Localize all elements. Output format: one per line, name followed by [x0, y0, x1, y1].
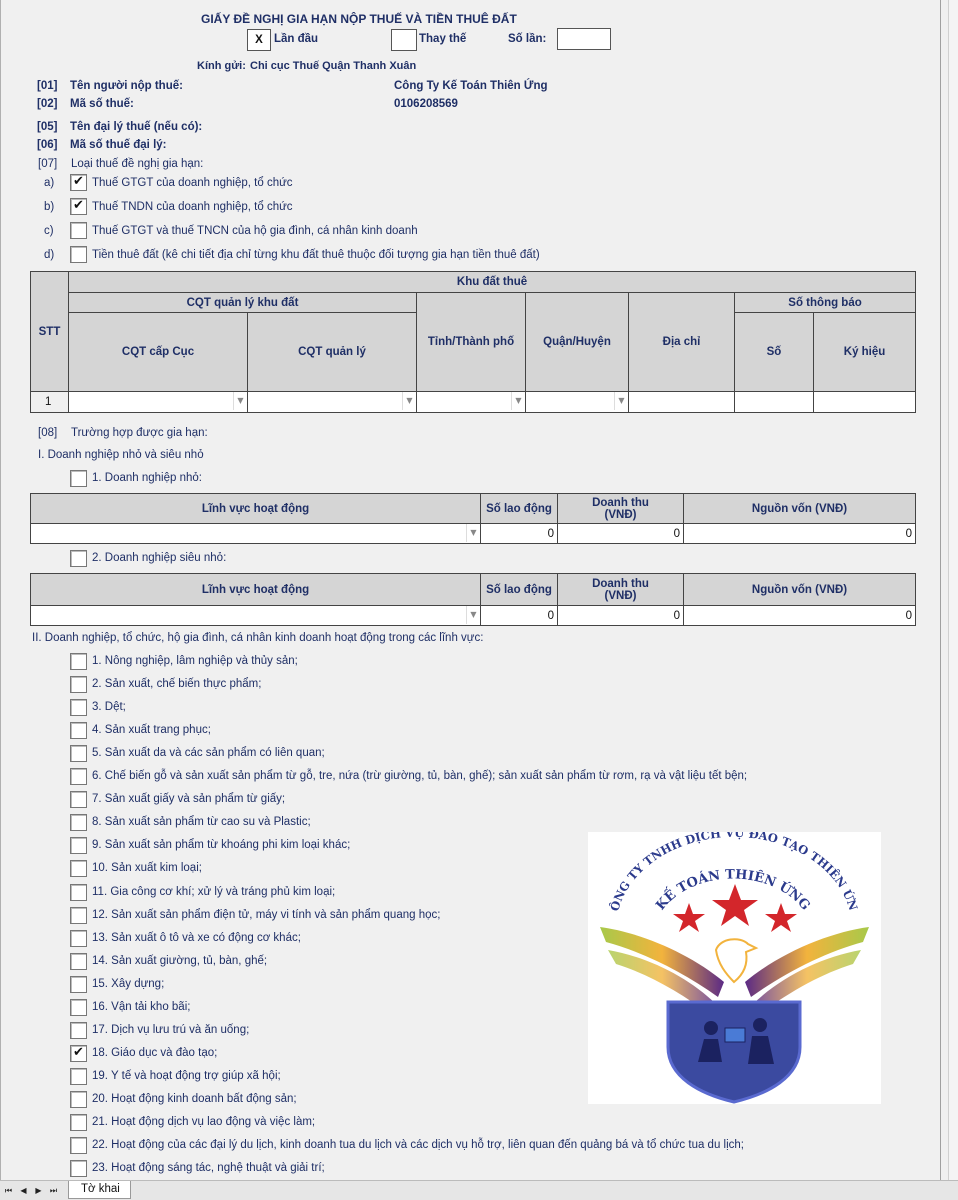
star-icon — [712, 884, 758, 926]
field-select[interactable] — [31, 524, 481, 544]
industry-label: 7. Sản xuất giấy và sản phẩm từ giấy; — [92, 793, 286, 805]
industry-label: 20. Hoạt động kinh doanh bất động sản; — [92, 1093, 297, 1105]
industry-label: 8. Sản xuất sản phẩm từ cao su và Plastic; — [92, 816, 311, 828]
industry-checkbox[interactable] — [70, 814, 87, 831]
tax-type-checkbox[interactable] — [70, 174, 87, 191]
col-cqt-manager: CQT quản lý — [248, 313, 417, 392]
tax-type-letter: b) — [44, 201, 55, 213]
industry-label: 16. Vận tải kho bãi; — [92, 1001, 191, 1013]
col-capital: Nguồn vốn (VNĐ) — [684, 494, 916, 524]
cases-label: Trường hợp được gia hạn: — [71, 427, 208, 439]
cqt-manager-select[interactable] — [248, 392, 417, 413]
industry-label: 6. Chế biến gỗ và sản xuất sản phẩm từ gỗ, tre, nứa (trừ giường, tủ, bàn, ghế); sản xuất sản phẩm từ rơm, rạ và vật liệu tết bện; — [92, 770, 748, 782]
industry-label: 13. Sản xuất ô tô và xe có động cơ khác; — [92, 932, 301, 944]
industry-label: 17. Dịch vụ lưu trú và ăn uống; — [92, 1024, 250, 1036]
tax-types-label: Loại thuế đề nghị gia hạn: — [71, 158, 204, 170]
sheet-right-edge — [940, 0, 941, 1180]
col-notice-symbol: Ký hiệu — [814, 313, 916, 392]
capital-input[interactable]: 0 — [684, 524, 916, 544]
col-field: Lĩnh vực hoạt động — [31, 494, 481, 524]
industry-checkbox[interactable] — [70, 1114, 87, 1131]
industry-checkbox[interactable] — [70, 699, 87, 716]
industry-checkbox[interactable] — [70, 722, 87, 739]
province-select[interactable] — [417, 392, 526, 413]
sheet-tab-bar — [0, 1180, 958, 1200]
address-input[interactable] — [629, 392, 735, 413]
industry-checkbox[interactable] — [70, 1045, 87, 1062]
tax-type-letter: c) — [44, 225, 54, 237]
industry-label: 12. Sản xuất sản phẩm điện tử, máy vi tính và sản phẩm quang học; — [92, 909, 441, 921]
industry-checkbox[interactable] — [70, 953, 87, 970]
industry-label: 19. Y tế và hoạt động trợ giúp xã hội; — [92, 1070, 281, 1082]
industry-checkbox[interactable] — [70, 907, 87, 924]
tax-type-label: Tiền thuê đất (kê chi tiết địa chỉ từng khu đất thuê thuộc đối tượng gia hạn tiền thuê đất) — [92, 249, 540, 261]
dropdown-arrow-icon: ▼ — [466, 524, 480, 542]
logo-arc-text: ÔNG TY TNHH DỊCH VỤ ĐÀO TẠO THIÊN ỨN — [607, 832, 861, 913]
land-table — [30, 271, 916, 413]
logo-name-text: KẾ TOÁN THIÊN ỨNG — [653, 867, 813, 914]
last-sheet-icon[interactable]: ⏭ — [49, 1186, 58, 1195]
industry-checkbox[interactable] — [70, 1137, 87, 1154]
micro-enterprise-label: 2. Doanh nghiệp siêu nhỏ: — [92, 552, 227, 564]
land-row-number: 1 — [31, 392, 69, 413]
dropdown-arrow-icon: ▼ — [614, 392, 628, 410]
industry-label: 4. Sản xuất trang phục; — [92, 724, 211, 736]
col-province: Tỉnh/Thành phố — [417, 293, 526, 392]
tax-type-checkbox[interactable] — [70, 246, 87, 263]
industry-checkbox[interactable] — [70, 768, 87, 785]
micro-enterprise-table — [30, 573, 916, 626]
section-1-title: I. Doanh nghiệp nhỏ và siêu nhỏ — [38, 449, 204, 461]
industry-label: 9. Sản xuất sản phẩm từ khoáng phi kim loại khác; — [92, 839, 351, 851]
industry-label: 15. Xây dựng; — [92, 978, 165, 990]
code-05: [05] — [37, 121, 58, 133]
tax-type-label: Thuế TNDN của doanh nghiệp, tổ chức — [92, 201, 293, 213]
field-select[interactable] — [31, 606, 481, 626]
sheet-left-edge — [0, 0, 1, 1180]
industry-checkbox[interactable] — [70, 653, 87, 670]
capital-input[interactable]: 0 — [684, 606, 916, 626]
tax-type-checkbox[interactable] — [70, 222, 87, 239]
col-district: Quận/Huyện — [526, 293, 629, 392]
industry-label: 10. Sản xuất kim loại; — [92, 862, 202, 874]
micro-enterprise-checkbox[interactable] — [70, 550, 87, 567]
tax-type-label: Thuế GTGT của doanh nghiệp, tổ chức — [92, 177, 293, 189]
industry-checkbox[interactable] — [70, 791, 87, 808]
dropdown-arrow-icon: ▼ — [233, 392, 247, 410]
revenue-input[interactable]: 0 — [558, 524, 684, 544]
company-logo — [588, 832, 881, 1104]
col-revenue: Doanh thu (VNĐ) — [558, 494, 684, 524]
star-icon — [765, 903, 797, 932]
eagle-head-icon — [716, 939, 756, 982]
industry-label: 3. Dệt; — [92, 701, 126, 713]
taxpayer-name-label: Tên người nộp thuế: — [70, 80, 183, 92]
shield-icon — [668, 1002, 800, 1102]
first-sheet-icon[interactable]: ⏮ — [4, 1186, 13, 1195]
next-sheet-icon[interactable]: ▶ — [35, 1186, 42, 1195]
tax-type-letter: d) — [44, 249, 55, 261]
vertical-scrollbar[interactable] — [948, 0, 958, 1180]
recipient-value: Chi cục Thuế Quận Thanh Xuân — [250, 60, 417, 72]
eagle-shield-logo-icon — [588, 832, 881, 1104]
industry-checkbox[interactable] — [70, 676, 87, 693]
replace-checkbox[interactable] — [391, 29, 417, 51]
col-notice-no: Số — [735, 313, 814, 392]
col-capital: Nguồn vốn (VNĐ) — [684, 574, 916, 606]
industry-checkbox[interactable] — [70, 976, 87, 993]
industry-label: 2. Sản xuất, chế biến thực phẩm; — [92, 678, 262, 690]
industry-label: 5. Sản xuất da và các sản phẩm có liên quan; — [92, 747, 325, 759]
revenue-input[interactable]: 0 — [558, 606, 684, 626]
tax-type-checkbox[interactable] — [70, 198, 87, 215]
col-workers: Số lao động — [481, 494, 558, 524]
workers-input[interactable]: 0 — [481, 606, 558, 626]
code-07: [07] — [38, 158, 58, 170]
star-icon — [673, 903, 705, 932]
small-enterprise-table — [30, 493, 916, 544]
dropdown-arrow-icon: ▼ — [466, 606, 480, 624]
col-stt: STT — [31, 272, 69, 392]
industry-checkbox[interactable] — [70, 1068, 87, 1085]
first-time-label: Lần đầu — [274, 33, 319, 45]
times-label: Số lần: — [508, 33, 547, 45]
col-address: Địa chỉ — [629, 293, 735, 392]
replace-label: Thay thế — [419, 33, 467, 45]
tax-agent-label: Tên đại lý thuế (nếu có): — [70, 121, 203, 133]
industry-checkbox[interactable] — [70, 1022, 87, 1039]
industry-checkbox[interactable] — [70, 1091, 87, 1108]
col-workers: Số lao động — [481, 574, 558, 606]
code-01: [01] — [37, 80, 58, 92]
industry-label: 22. Hoạt động của các đại lý du lịch, kinh doanh tua du lịch và các dịch vụ hỗ trợ, liên quan đến quảng bá và tổ chức tua du lịch; — [92, 1139, 744, 1151]
industry-label: 23. Hoạt động sáng tác, nghệ thuật và giải trí; — [92, 1162, 325, 1174]
tax-type-letter: a) — [44, 177, 55, 189]
code-08: [08] — [38, 427, 58, 439]
district-select[interactable] — [526, 392, 629, 413]
workers-input[interactable]: 0 — [481, 524, 558, 544]
col-group-notice: Số thông báo — [735, 293, 916, 313]
code-02: [02] — [37, 98, 58, 110]
industry-checkbox[interactable] — [70, 930, 87, 947]
industry-label: 18. Giáo dục và đào tạo; — [92, 1047, 218, 1059]
notice-symbol-input[interactable] — [814, 392, 916, 413]
industry-label: 1. Nông nghiệp, lâm nghiệp và thủy sản; — [92, 655, 298, 667]
small-enterprise-checkbox[interactable] — [70, 470, 87, 487]
recipient-label: Kính gửi: — [197, 60, 246, 72]
sheet-tab-to-khai[interactable]: Tờ khai — [68, 1181, 131, 1199]
col-field: Lĩnh vực hoạt động — [31, 574, 481, 606]
prev-sheet-icon[interactable]: ◀ — [20, 1186, 27, 1195]
tax-id-label: Mã số thuế: — [70, 98, 134, 110]
tax-agent-id-label: Mã số thuế đại lý: — [70, 139, 167, 151]
first-time-checkbox[interactable]: X — [247, 29, 271, 51]
notice-number-input[interactable] — [735, 392, 814, 413]
col-group-cqt: CQT quản lý khu đất — [69, 293, 417, 313]
col-revenue: Doanh thu (VNĐ) — [558, 574, 684, 606]
industry-checkbox[interactable] — [70, 1160, 87, 1177]
code-06: [06] — [37, 139, 58, 151]
laptop-icon — [725, 1028, 745, 1042]
taxpayer-name-value[interactable]: Công Ty Kế Toán Thiên Ứng — [394, 80, 548, 92]
dropdown-arrow-icon: ▼ — [402, 392, 416, 410]
industry-checkbox[interactable] — [70, 860, 87, 877]
form-title: GIẤY ĐỀ NGHỊ GIA HẠN NỘP THUẾ VÀ TIỀN THUÊ ĐẤT — [201, 12, 517, 26]
dropdown-arrow-icon: ▼ — [511, 392, 525, 410]
cqt-cuc-select[interactable] — [69, 392, 248, 413]
col-cqt-cuc: CQT cấp Cục — [69, 313, 248, 392]
industry-checkbox[interactable] — [70, 745, 87, 762]
industry-checkbox[interactable] — [70, 837, 87, 854]
col-group-land: Khu đất thuê — [69, 272, 916, 293]
tax-id-value[interactable]: 0106208569 — [394, 98, 458, 110]
tax-type-label: Thuế GTGT và thuế TNCN của hộ gia đình, cá nhân kinh doanh — [92, 225, 418, 237]
small-enterprise-label: 1. Doanh nghiệp nhỏ: — [92, 472, 202, 484]
industry-label: 14. Sản xuất giường, tủ, bàn, ghế; — [92, 955, 268, 967]
industry-label: 11. Gia công cơ khí; xử lý và tráng phủ kim loại; — [92, 886, 336, 898]
industry-label: 21. Hoạt động dịch vụ lao động và việc làm; — [92, 1116, 316, 1128]
industry-checkbox[interactable] — [70, 999, 87, 1016]
industry-checkbox[interactable] — [70, 884, 87, 901]
times-input[interactable] — [557, 28, 611, 50]
section-2-title: II. Doanh nghiệp, tổ chức, hộ gia đình, cá nhân kinh doanh hoạt động trong các lĩnh vực: — [32, 632, 484, 644]
